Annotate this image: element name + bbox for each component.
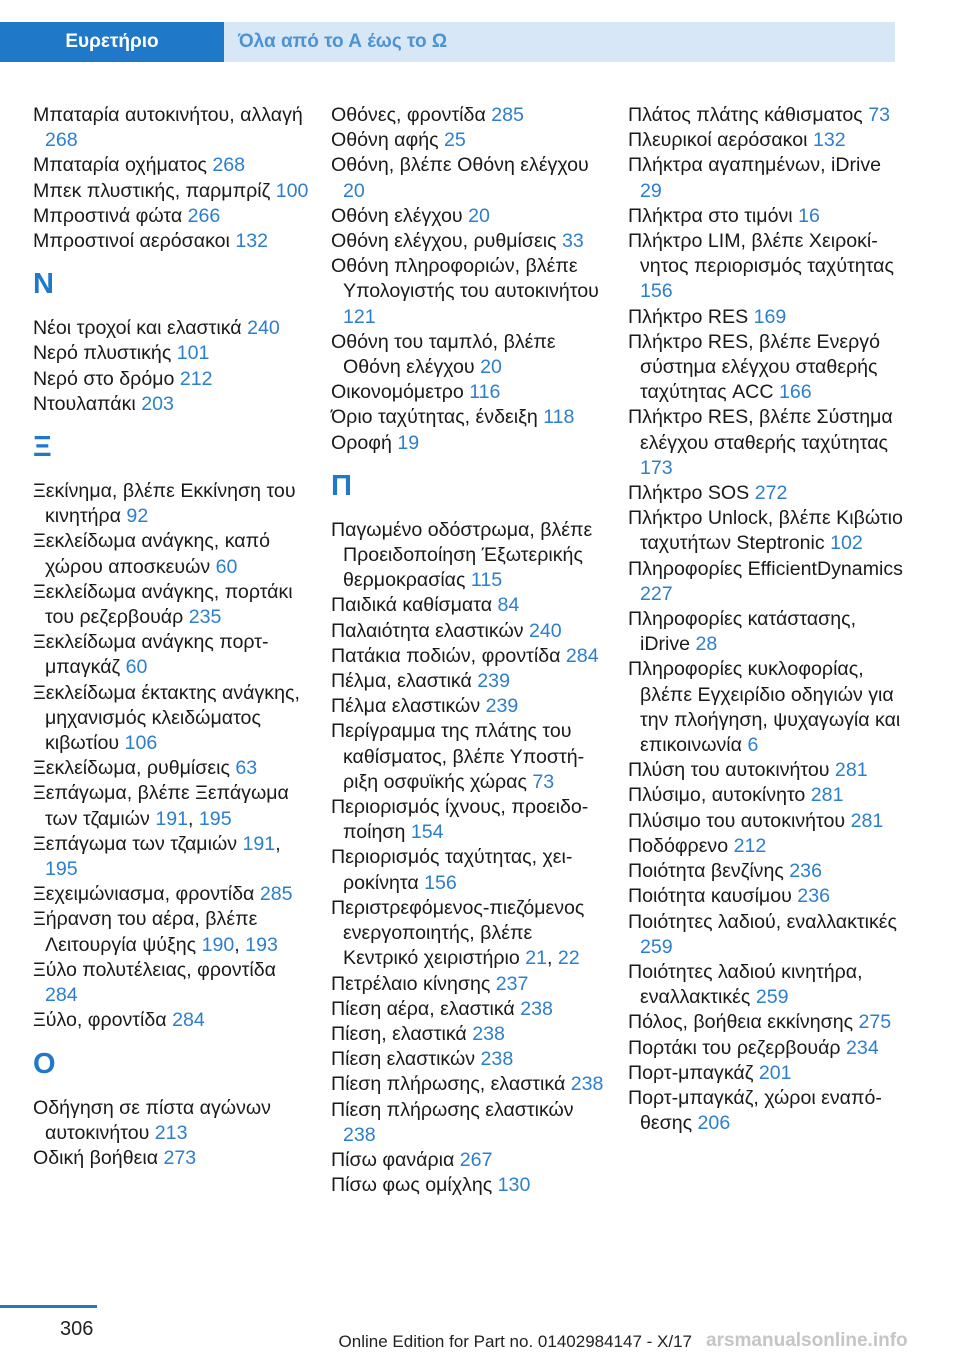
page-link[interactable]: 100 (275, 179, 309, 202)
page-link[interactable]: 238 (472, 1022, 505, 1045)
index-entry-text: Πατάκια ποδιών, φροντίδα (331, 644, 561, 667)
index-entry (33, 681, 313, 757)
page-link[interactable]: 272 (754, 482, 788, 505)
page-link[interactable]: 267 (459, 1148, 493, 1171)
tab-a-to-z-label: Όλα από το Α έως το Ω (238, 31, 448, 52)
page-link[interactable]: 132 (812, 129, 846, 152)
index-entry-text: Πέλμα ελαστικών (331, 695, 481, 718)
page-link[interactable]: 121 (343, 305, 376, 328)
index-entry-text: Πίεση, ελαστικά (331, 1022, 467, 1045)
index-entry-text: Πλευρικοί αερόσακοι (628, 129, 808, 152)
page-link[interactable]: 154 (410, 821, 444, 844)
page-link[interactable]: 284 (565, 644, 599, 667)
index-entry (33, 882, 313, 907)
index-entry-text: Πληροφορίες EfficientDynamics (628, 557, 903, 580)
page-link[interactable]: 212 (733, 834, 767, 857)
page-link[interactable]: 239 (485, 695, 519, 718)
index-entry-text: Οθόνη, βλέπε Οθόνη ελέγχου (331, 154, 589, 177)
page-link[interactable]: 132 (235, 230, 269, 253)
index-entry: Ξεπάγωμα των τζαμιών 191, 195 (33, 832, 281, 881)
page-link[interactable]: 236 (797, 885, 830, 908)
index-entry (628, 1061, 908, 1086)
index-entry-text: Πίεση αέρα, ελαστικά (331, 997, 515, 1020)
page-link[interactable]: 237 (495, 972, 529, 995)
index-entry-text: Ξύλο πολυτέλειας, φροντίδα (33, 958, 276, 981)
page-link[interactable]: 201 (758, 1061, 792, 1084)
page-link[interactable]: 130 (497, 1174, 531, 1197)
index-entry-text: Μπροστινοί αερόσακοι (33, 230, 230, 253)
page-link[interactable]: 60 (215, 555, 238, 578)
index-entry (33, 529, 313, 579)
index-entry (628, 859, 908, 884)
index-entry (33, 316, 313, 341)
page-link[interactable]: 259 (755, 986, 789, 1009)
page-link[interactable]: 92 (126, 505, 149, 528)
index-entry-text: Πέλμα, ελαστικά (331, 670, 472, 693)
index-entry (33, 479, 313, 529)
page-link[interactable]: 281 (810, 784, 844, 807)
index-entry-text: Οδήγηση σε πίστα αγώνων αυτοκινήτου (33, 1096, 271, 1144)
page-link[interactable]: 240 (247, 317, 280, 340)
index-entry (331, 153, 611, 203)
index-entry (331, 1098, 611, 1148)
page-link[interactable]: 268 (212, 154, 246, 177)
index-entry (628, 607, 908, 657)
index-entry (331, 254, 611, 330)
page-link[interactable]: 21 (525, 947, 547, 970)
index-entry-text: Πίεση ελαστικών (331, 1048, 476, 1071)
index-entry-text: Πίεση πλήρωσης, ελαστικά (331, 1073, 566, 1096)
page-link[interactable]: 203 (141, 392, 174, 415)
section-letter: Ξ (33, 431, 52, 464)
index-entry (628, 506, 908, 556)
page-link[interactable]: 227 (640, 582, 673, 605)
index-entry-text: Ξεχειμώνιασμα, φροντίδα (33, 883, 255, 906)
tab-index[interactable]: Ευρετήριο (0, 22, 224, 62)
page-link[interactable]: 275 (858, 1011, 892, 1034)
index-entry-text: Πορτ-μπαγκάζ (628, 1061, 754, 1084)
index-entry-text: Οθόνη αφής (331, 129, 439, 152)
index-entry-text: Πληροφορίες κατάστασης, iDrive (628, 608, 857, 656)
page-link[interactable]: 173 (640, 456, 673, 479)
page-link[interactable]: 101 (176, 342, 210, 365)
page-link[interactable]: 63 (235, 757, 258, 780)
index-entry (628, 1086, 908, 1136)
index-entry-text: Παγωμένο οδόστρωμα, βλέπε Προειδοποίηση Έξωτερικής θερμοκρασίας (331, 518, 593, 592)
page-link[interactable]: 73 (532, 770, 555, 793)
index-column-2 (331, 103, 611, 1198)
index-entry-text: Μπαταρία οχήματος (33, 154, 207, 177)
page-link[interactable]: 16 (798, 204, 820, 227)
index-entry (628, 405, 908, 481)
index-entry-text: Πίσω φανάρια (331, 1148, 455, 1171)
index-entry (628, 204, 908, 229)
index-entry (331, 719, 611, 795)
page-link[interactable]: 240 (529, 619, 562, 642)
index-entry-text: Πλύσιμο, αυτοκίνητο (628, 784, 806, 807)
page-link[interactable]: 285 (491, 104, 524, 126)
page-link[interactable]: 212 (179, 367, 213, 390)
page-link[interactable]: 118 (543, 406, 575, 429)
index-entry (33, 958, 313, 1008)
index-entry-text: Νερό στο δρόμο (33, 367, 175, 390)
page-link[interactable]: 156 (640, 280, 673, 303)
index-header-bar (0, 22, 895, 62)
watermark: arsmanualsonline.info (706, 1330, 908, 1351)
page-link[interactable]: 235 (188, 606, 222, 629)
index-entry (33, 103, 313, 153)
index-entry-text: Πλήκτρα στο τιμόνι (628, 204, 793, 227)
index-entry-text: Πορτ-μπαγκάζ, χώροι εναπόθεσης (628, 1086, 882, 1135)
page-link[interactable]: 284 (172, 1009, 205, 1032)
index-entry (331, 229, 611, 254)
page-link[interactable]: 6 (747, 734, 759, 757)
page-link[interactable]: 25 (444, 129, 466, 152)
index-entry (331, 518, 611, 594)
index-entry-text: Οθόνη ελέγχου (331, 204, 463, 227)
index-entry (33, 1146, 313, 1171)
index-entry (628, 1010, 908, 1035)
index-entry-text: Πλύσιμο του αυτοκινήτου (628, 809, 846, 832)
page-link[interactable]: 73 (868, 104, 890, 126)
index-entry-text: Πλήκτρα αγαπημένων, iDrive (628, 154, 882, 177)
index-entry (628, 330, 908, 406)
index-entry (331, 405, 611, 430)
index-entry (628, 557, 908, 607)
page-link[interactable]: 238 (570, 1073, 604, 1096)
index-entry-text: Περιστρεφόμενος-πιεζόμενος ενεργοποιητής, βλέπε Κεντρικό χειριστήριο (331, 896, 585, 970)
index-entry (33, 179, 313, 204)
index-entry (628, 758, 908, 783)
tab-a-to-z[interactable] (224, 22, 895, 62)
index-entry (331, 330, 611, 380)
index-entry (33, 204, 313, 229)
edition-text: Online Edition for Part no. 01402984147 - X/17 (338, 1332, 692, 1351)
page-link[interactable]: 236 (789, 860, 822, 883)
page-link[interactable]: 238 (480, 1048, 514, 1071)
index-entry (33, 153, 313, 178)
index-entry-text: Ξεκλείδωμα, ρυθμίσεις (33, 757, 230, 780)
index-entry-text: Ποιότητες λαδιού κινητήρα, εναλλακτικές (628, 960, 863, 1009)
page-link[interactable]: 285 (259, 883, 293, 906)
index-entry (628, 834, 908, 859)
page-link[interactable]: 20 (343, 179, 365, 202)
page-link[interactable]: 20 (480, 356, 502, 379)
index-entry-text: Οθόνη του ταμπλό, βλέπε Οθόνη ελέγχου (331, 330, 556, 379)
index-entry (628, 128, 908, 153)
page-link[interactable]: 238 (343, 1123, 376, 1146)
index-entry-text: Ξεκλείδωμα ανάγκης πορτμπαγκάζ (33, 631, 269, 679)
section-letter: Ο (33, 1047, 56, 1080)
index-entry-text: Πόλος, βοήθεια εκκίνησης (628, 1011, 854, 1034)
page-link[interactable]: 190 (201, 933, 235, 956)
index-entry-text: Μπαταρία αυτοκινήτου, αλλαγή (33, 104, 303, 126)
page-link[interactable]: 28 (695, 633, 718, 656)
page-link[interactable]: 33 (561, 230, 584, 253)
index-entry-text: Ξεκλείδωμα ανάγκης, πορτάκι του ρεζερβουάρ (33, 580, 293, 629)
footer-rule (0, 1305, 97, 1308)
index-entry-text: Πλήκτρο Unlock, βλέπε Κιβώτιο ταχυτήτων Steptronic (628, 507, 903, 555)
page-link[interactable]: 106 (124, 732, 158, 755)
page-link[interactable]: 195 (198, 807, 232, 830)
index-entry-text: Πορτάκι του ρεζερβουάρ (628, 1036, 841, 1059)
index-entry (331, 694, 611, 719)
index-entry: Περιστρεφόμενος-πιεζόμενος ενεργοποιητής, βλέπε Κεντρικό χειριστήριο 21, 22 (331, 896, 585, 970)
index-entry (331, 972, 611, 997)
index-entry (331, 128, 611, 153)
index-entry (33, 341, 313, 366)
page-link[interactable]: 213 (154, 1121, 188, 1144)
index-entry (331, 431, 611, 456)
page-link[interactable]: 156 (424, 871, 457, 894)
page-link[interactable]: 281 (850, 809, 884, 832)
index-entry: Ξήρανση του αέρα, βλέπε Λειτουργία ψύξης 190, 193 (33, 908, 278, 956)
index-entry-text: Οδική βοήθεια (33, 1146, 159, 1169)
index-entry-text: Πληροφορίες κυκλοφορίας, βλέπε Εγχειρίδιο οδηγιών για την πλοήγηση, ψυχαγωγία και επικοινωνία (628, 658, 901, 757)
section-letter: Π (331, 469, 352, 502)
index-entry-text: Ξήρανση του αέρα, βλέπε Λειτουργία ψύξης (33, 908, 258, 956)
index-entry (628, 1036, 908, 1061)
index-entry (628, 305, 908, 330)
index-entry (628, 809, 908, 834)
page-link[interactable]: 60 (125, 656, 148, 679)
index-entry-text: Περιορισμός ίχνους, προειδοποίηση (331, 796, 589, 844)
index-entry-text: Οθόνες, φροντίδα (331, 104, 486, 126)
index-entry (33, 630, 313, 680)
index-entry (331, 795, 611, 845)
index-entry-text: Πλήκτρο RES (628, 305, 749, 328)
index-entry-text: Οθόνη ελέγχου, ρυθμίσεις (331, 230, 557, 253)
index-entry-text: Ξεκίνημα, βλέπε Εκκίνηση του κινητήρα (33, 480, 296, 528)
page-link[interactable]: 281 (834, 759, 868, 782)
index-entry (628, 657, 908, 758)
section-letter: Ν (33, 268, 54, 301)
index-entry: Ξεπάγωμα, βλέπε Ξεπάγωμα των τζαμιών 191, 195 (33, 782, 289, 830)
page-link[interactable]: 169 (753, 305, 787, 328)
page-link[interactable]: 234 (846, 1036, 879, 1059)
page-link[interactable]: 191 (155, 807, 189, 830)
index-entry (331, 619, 611, 644)
index-entry (628, 229, 908, 305)
index-entry-text: Οροφή (331, 431, 392, 454)
index-entry-text: Ξύλο, φροντίδα (33, 1009, 167, 1032)
page-link[interactable]: 19 (397, 431, 420, 454)
page-link[interactable]: 166 (778, 381, 812, 404)
page-link[interactable]: 20 (468, 204, 490, 227)
page-link[interactable]: 116 (469, 381, 501, 404)
index-entry (331, 644, 611, 669)
index-entry (331, 593, 611, 618)
index-entry (331, 1173, 611, 1198)
page-link[interactable]: 29 (640, 179, 662, 202)
index-entry (628, 910, 908, 960)
index-entry (33, 1096, 313, 1146)
index-entry (33, 756, 313, 781)
index-entry (331, 669, 611, 694)
page-number: 306 (60, 1318, 94, 1340)
index-entry-text: Μπεκ πλυστικής, παρμπρίζ (33, 179, 271, 202)
page-link[interactable]: 84 (497, 594, 520, 617)
index-entry-text: Όριο ταχύτητας, ένδειξη (331, 406, 538, 429)
index-entry (628, 960, 908, 1010)
index-entry-text: Ξεπάγωμα, βλέπε Ξεπάγωμα των τζαμιών (33, 782, 289, 830)
page-link[interactable]: 206 (697, 1112, 731, 1135)
index-entry-text: Ξεκλείδωμα έκτακτης ανάγκης, μηχανισμός κλειδώματος κιβωτίου (33, 681, 300, 755)
index-entry-text: Πετρέλαιο κίνησης (331, 972, 491, 995)
index-entry (331, 204, 611, 229)
index-entry (628, 103, 908, 128)
index-column-3 (628, 103, 908, 1136)
index-entry (628, 153, 908, 203)
index-entry (33, 229, 313, 254)
index-entry (331, 997, 611, 1022)
index-entry (628, 884, 908, 909)
page-link[interactable]: 268 (45, 129, 78, 152)
page-link[interactable]: 115 (470, 569, 503, 592)
page-link[interactable]: 238 (520, 997, 553, 1020)
index-entry (33, 580, 313, 630)
index-entry (331, 103, 611, 128)
index-entry (331, 380, 611, 405)
index-entry-text: Οικονομόμετρο (331, 381, 464, 404)
index-entry (331, 1072, 611, 1097)
index-entry-text: Πλήκτρο LIM, βλέπε Χειροκίνητος περιορισμός ταχύτητας (628, 230, 894, 278)
page-link[interactable]: 102 (830, 532, 863, 555)
index-entry (628, 481, 908, 506)
index-entry (628, 783, 908, 808)
index-entry-text: Πλήκτρο RES, βλέπε Ενεργό σύστημα ελέγχου σταθερής ταχύτητας ACC (628, 330, 880, 404)
page-link[interactable]: 22 (557, 947, 580, 970)
index-entry-text: Πλάτος πλάτης κάθισματος (628, 104, 863, 126)
index-entry-text: Οθόνη πληροφοριών, βλέπε Υπολογιστής του αυτοκινήτου (331, 255, 599, 303)
index-entry (33, 392, 313, 417)
index-entry-text: Περιορισμός ταχύτητας, χειροκίνητα (331, 846, 573, 894)
index-entry (33, 1008, 313, 1033)
index-entry-text: Πλήκτρο SOS (628, 482, 750, 505)
index-entry-text: Ποιότητες λαδιού, εναλλακτικές (628, 910, 897, 933)
page-link[interactable]: 273 (163, 1146, 197, 1169)
index-entry-text: Πίεση πλήρωσης ελαστικών (331, 1098, 574, 1121)
index-entry-text: Νερό πλυστικής (33, 342, 172, 365)
page-link[interactable]: 284 (45, 984, 78, 1007)
page-link[interactable]: 193 (245, 933, 278, 956)
index-entry (331, 1148, 611, 1173)
page-link[interactable]: 195 (45, 858, 78, 881)
index-entry-text: Ντουλαπάκι (33, 392, 136, 415)
index-entry-text: Πλήκτρο RES, βλέπε Σύστημα ελέγχου σταθερής ταχύτητας (628, 406, 893, 454)
index-entry (331, 1047, 611, 1072)
index-entry-text: Παλαιότητα ελαστικών (331, 619, 524, 642)
index-entry (331, 1022, 611, 1047)
index-entry-text: Νέοι τροχοί και ελαστικά (33, 317, 242, 340)
page-link[interactable]: 266 (187, 204, 221, 227)
index-column-1 (33, 103, 313, 1171)
index-entry-text: Πίσω φως ομίχλης (331, 1174, 493, 1197)
index-entry-text: Παιδικά καθίσματα (331, 594, 493, 617)
page-link[interactable]: 259 (640, 935, 673, 958)
index-entry-text: Μπροστινά φώτα (33, 204, 183, 227)
index-entry-text: Ποιότητα βενζίνης (628, 860, 784, 883)
index-entry-text: Ξεπάγωμα των τζαμιών (33, 832, 238, 855)
index-entry-text: Ποδόφρενο (628, 834, 729, 857)
index-entry (33, 367, 313, 392)
index-entry-text: Πλύση του αυτοκινήτου (628, 759, 830, 782)
index-entry (331, 845, 611, 895)
page-link[interactable]: 191 (242, 832, 276, 855)
index-entry-text: Περίγραμμα της πλάτης του καθίσματος, βλέπε Υποστήριξη οσφυϊκής χώρας (331, 720, 585, 793)
page-link[interactable]: 239 (477, 670, 510, 693)
index-entry-text: Ξεκλείδωμα ανάγκης, καπό χώρου αποσκευών (33, 530, 270, 578)
index-entry-text: Ποιότητα καυσίμου (628, 885, 792, 908)
